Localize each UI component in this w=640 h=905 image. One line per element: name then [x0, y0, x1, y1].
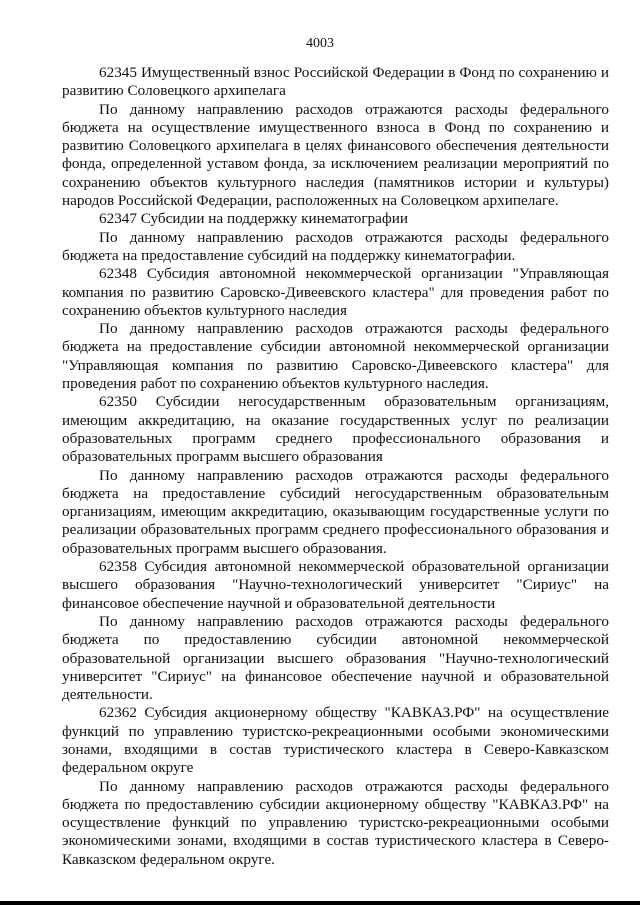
code-heading-62347: 62347 Субсидии на поддержку кинематографии [99, 210, 408, 228]
description-paragraph: По данному направлению расходов отражаются расходы федерального бюджета по предоставлению субсидии автономной некоммерческой образовательной организации высшего образования "Научно-технологический университет "Сириус" на финансовое обеспечение научной и образовательной деятельности. [62, 612, 609, 704]
description-paragraph: По данному направлению расходов отражаются расходы федерального бюджета по предоставлению субсидии акционерному обществу "КАВКАЗ.РФ" на осуществление функций по управлению туристско-рекреационными особыми экономическими зонами, входящими в состав туристического кластера в Северо-Кавказском федеральном округе. [62, 777, 609, 868]
code-heading-62345: 62345 Имущественный взнос Российской Федерации в Фонд по сохранению и развитию Соловецкого архипелага [62, 64, 609, 100]
page-number: 4003 [306, 36, 334, 51]
code-heading-62362: 62362 Субсидия акционерному обществу "КАВКАЗ.РФ" на осуществление функций по управлению туристско-рекреационными особыми экономическими зонами, входящими в состав туристического кластера в Северо-Кавказском федеральном округе [62, 704, 609, 777]
code-heading-62358: 62358 Субсидия автономной некоммерческой образовательной организации высшего образования "Научно-технологический университет "Сириус" на финансовое обеспечение научной и образовательной деятельности [62, 558, 609, 612]
document-body [62, 64, 609, 869]
code-heading-62350: 62350 Субсидии негосударственным образовательным организациям, имеющим аккредитацию, на оказание государственных услуг по реализации образовательных программ среднего профессионального образования и образовательных программ высшего образования [62, 393, 609, 466]
description-paragraph: По данному направлению расходов отражаются расходы федерального бюджета на предоставление субсидии автономной некоммерческой организации "Управляющая компания по развитию Саровско-Дивеевского кластера" для проведения работ по сохранению объектов культурного наследия. [62, 320, 609, 393]
code-heading-62348: 62348 Субсидия автономной некоммерческой организации "Управляющая компания по развитию Саровско-Дивеевского кластера" для проведения работ по сохранению объектов культурного наследия [62, 265, 609, 319]
description-paragraph: По данному направлению расходов отражаются расходы федерального бюджета на предоставление субсидий негосударственным образовательным организациям, имеющим аккредитацию, оказывающим государственные услуги по реализации образовательных программ среднего профессионального образования и образовательных программ высшего образования. [62, 466, 609, 557]
description-paragraph: По данному направлению расходов отражаются расходы федерального бюджета на предоставление субсидий на поддержку кинематографии. [62, 228, 609, 264]
description-paragraph: По данному направлению расходов отражаются расходы федерального бюджета на осуществление имущественного взноса в Фонд по сохранению и развитию Соловецкого архипелага в целях финансового обеспечения деятельности фонда, определенной уставом фонда, за исключением реализации мероприятий по сохранению объектов культурного наследия (памятников истории и культуры) народов Российской Федерации, расположенных на Соловецком архипелаге. [62, 100, 609, 210]
scan-bottom-edge [0, 901, 640, 905]
